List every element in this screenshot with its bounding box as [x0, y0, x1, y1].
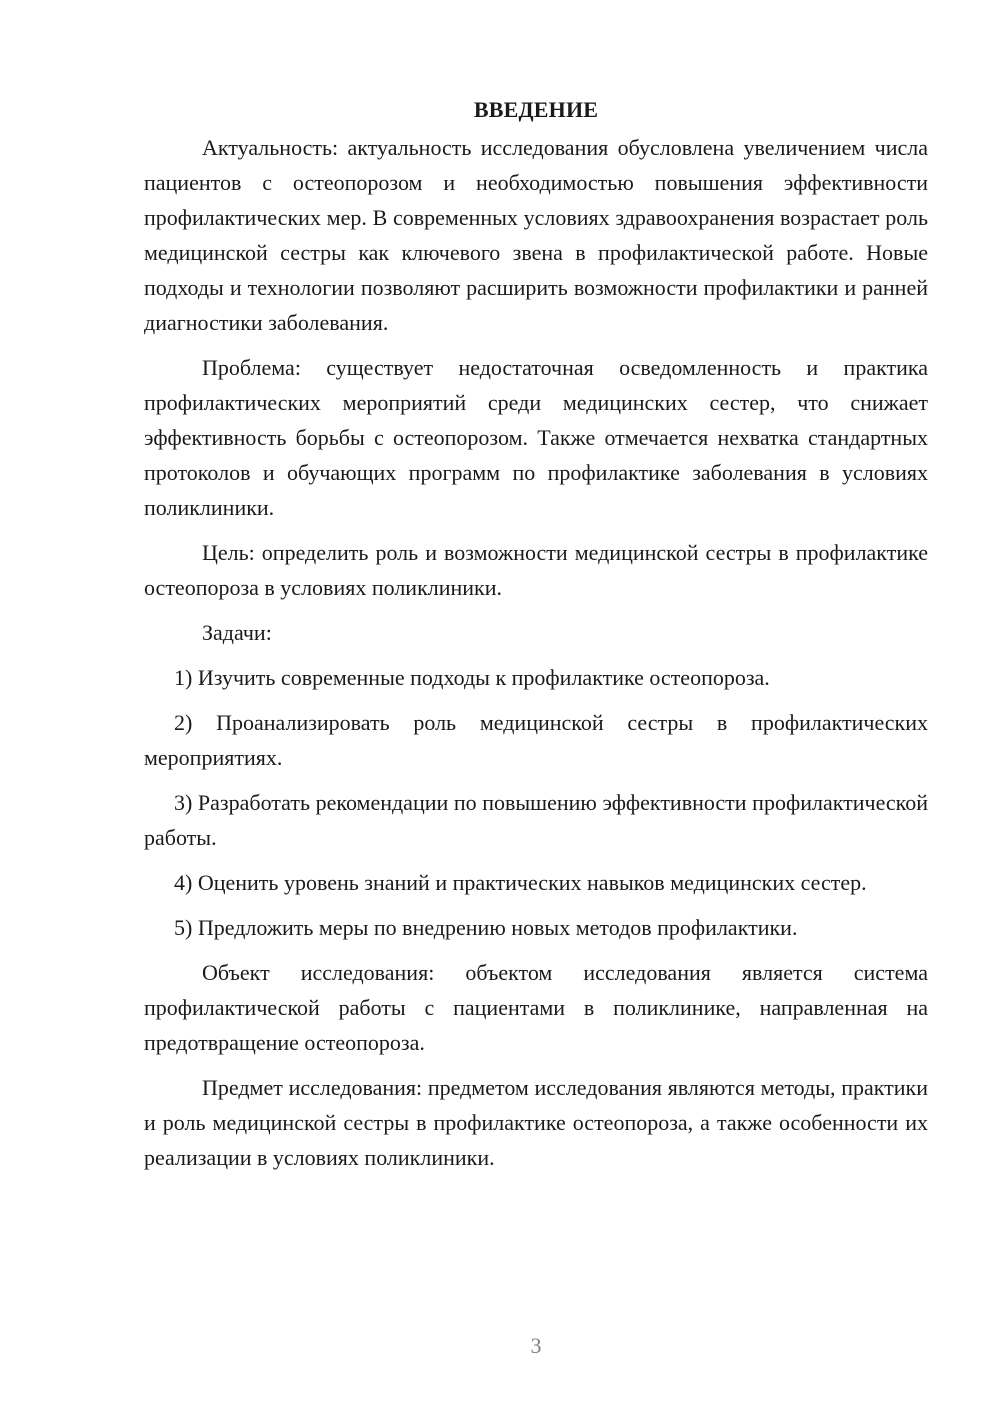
section-heading: ВВЕДЕНИЕ: [473, 97, 599, 122]
task-item-1: 1) Изучить современные подходы к профилактике остеопороза.: [174, 665, 770, 690]
object-paragraph: Объект исследования: объектом исследования является система профилактической работы с пациентами в поликлинике, направленная на предотвращение остеопороза.: [144, 960, 928, 1055]
problem-paragraph: Проблема: существует недостаточная осведомленность и практика профилактических мероприятий среди медицинских сестер, что снижает эффективность борьбы с остеопорозом. Также отмечается нехватка стандартных протоколов и обучающих программ по профилактике заболевания в условиях поликлиники.: [144, 355, 928, 520]
relevance-paragraph: Актуальность: актуальность исследования обусловлена увеличением числа пациентов с остеопорозом и необходимостью повышения эффективности профилактических мер. В современных условиях здравоохранения возрастает роль медицинской сестры как ключевого звена в профилактической работе. Новые подходы и технологии позволяют расширить возможности профилактики и ранней диагностики заболевания.: [144, 135, 928, 335]
task-item-2: 2) Проанализировать роль медицинской сестры в профилактических мероприятиях.: [144, 710, 928, 770]
tasks-label: Задачи:: [202, 620, 272, 645]
task-item-3: 3) Разработать рекомендации по повышению эффективности профилактической работы.: [144, 790, 928, 850]
document-body: [144, 92, 928, 1185]
goal-paragraph: Цель: определить роль и возможности медицинской сестры в профилактике остеопороза в условиях поликлиники.: [144, 540, 928, 600]
task-item-4: 4) Оценить уровень знаний и практических навыков медицинских сестер.: [174, 870, 867, 895]
task-item-5: 5) Предложить меры по внедрению новых методов профилактики.: [174, 915, 798, 940]
page-number: 3: [530, 1333, 542, 1358]
subject-paragraph: Предмет исследования: предметом исследования являются методы, практики и роль медицинской сестры в профилактике остеопороза, а также особенности их реализации в условиях поликлиники.: [144, 1075, 928, 1170]
